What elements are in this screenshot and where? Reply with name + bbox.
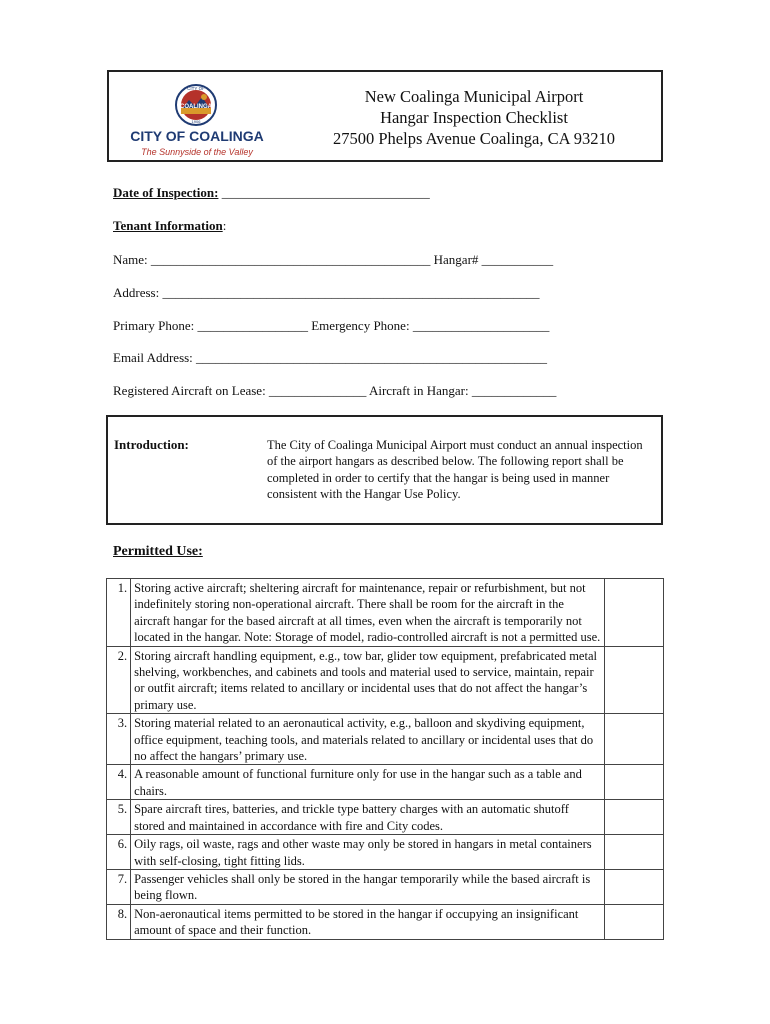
item-number: 2. [107, 646, 131, 714]
address-row[interactable]: Address: __________________________________________________________ [113, 285, 540, 300]
item-text: A reasonable amount of functional furniture only for use in the hangar such as a table and chairs. [131, 765, 605, 800]
introduction-text: The City of Coalinga Municipal Airport must conduct an annual inspection of the airport hangars as described below. The following report shall be completed in order to certify that the hangar is being used in manner consistent with the Hangar Use Policy. [267, 438, 643, 502]
svg-text:CITY OF COALINGA: CITY OF COALINGA [130, 128, 264, 144]
table-row [107, 714, 664, 765]
item-checkbox-cell[interactable] [604, 869, 663, 904]
header-title-line2: Hangar Inspection Checklist [380, 108, 568, 127]
introduction-box [106, 415, 663, 525]
tenant-colon: : [222, 218, 227, 233]
item-text: Spare aircraft tires, batteries, and trickle type battery charges with an automatic shutoff stored and maintained in accordance with fire and City codes. [131, 800, 605, 835]
item-checkbox-cell[interactable] [604, 646, 663, 714]
item-text: Passenger vehicles shall only be stored in the hangar temporarily while the based aircraft is being flown. [131, 869, 605, 904]
city-logo [123, 78, 283, 158]
item-number: 3. [107, 714, 131, 765]
introduction-label: Introduction: [114, 437, 189, 452]
svg-text:COALINGA: COALINGA [180, 104, 212, 110]
item-text: Storing active aircraft; sheltering aircraft for maintenance, repair or refurbishment, but not indefinitely storing non-operational aircraft. There shall be room for the aircraft in the aircraft hangar for the based aircraft at all times, even when the aircraft is temporarily not located in the hangar. Note: Storage of model, radio-controlled aircraft is not a permitted use. [131, 579, 605, 647]
header-title-line1: New Coalinga Municipal Airport [364, 87, 584, 106]
item-checkbox-cell[interactable] [604, 579, 663, 647]
table-row [107, 869, 664, 904]
item-number: 6. [107, 835, 131, 870]
permitted-use-title: Permitted Use: [113, 544, 203, 559]
table-row [107, 904, 664, 939]
tenant-information-heading [113, 218, 226, 234]
table-row [107, 579, 664, 647]
phone-row[interactable]: Primary Phone: _________________ Emergency Phone: _____________________ [113, 318, 550, 333]
item-checkbox-cell[interactable] [604, 714, 663, 765]
item-checkbox-cell[interactable] [604, 904, 663, 939]
tenant-label: Tenant Information [113, 218, 223, 233]
header-title-block [309, 86, 639, 149]
item-text: Storing aircraft handling equipment, e.g., tow bar, glider tow equipment, prefabricated metal shelving, workbenches, and cabinets and tools and material used to service, maintain, repair or outfit aircraft; items related to ancillary or incidental uses that do not affect the hangar’s primary use. [131, 646, 605, 714]
item-text: Storing material related to an aeronautical activity, e.g., balloon and skydiving equipment, office equipment, teaching tools, and materials related to ancillary or incidental uses that do no affect the hangars’ primary use. [131, 714, 605, 765]
item-checkbox-cell[interactable] [604, 835, 663, 870]
header-title-line3: 27500 Phelps Avenue Coalinga, CA 93210 [332, 129, 615, 148]
item-number: 7. [107, 869, 131, 904]
date-of-inspection-row[interactable] [113, 185, 430, 201]
header-box [107, 70, 663, 162]
item-number: 5. [107, 800, 131, 835]
svg-text:CITY OF: CITY OF [187, 86, 205, 91]
name-hangar-row[interactable]: Name: ___________________________________________ Hangar# ___________ [113, 252, 554, 267]
table-row [107, 765, 664, 800]
permitted-use-table [106, 578, 664, 940]
item-checkbox-cell[interactable] [604, 800, 663, 835]
email-row[interactable]: Email Address: ______________________________________________________ [113, 350, 548, 365]
item-text: Oily rags, oil waste, rags and other waste may only be stored in hangars in metal containers with self-closing, tight fitting lids. [131, 835, 605, 870]
table-row [107, 835, 664, 870]
table-row [107, 800, 664, 835]
item-number: 8. [107, 904, 131, 939]
aircraft-row[interactable]: Registered Aircraft on Lease: _______________ Aircraft in Hangar: _____________ [113, 383, 557, 398]
item-checkbox-cell[interactable] [604, 765, 663, 800]
item-number: 1. [107, 579, 131, 647]
svg-text:1906: 1906 [191, 119, 201, 124]
svg-text:The Sunnyside of the Valley: The Sunnyside of the Valley [141, 147, 253, 157]
item-text: Non-aeronautical items permitted to be stored in the hangar if occupying an insignificant amount of space and their function. [131, 904, 605, 939]
table-row [107, 646, 664, 714]
date-blank: ________________________________ [218, 185, 430, 200]
item-number: 4. [107, 765, 131, 800]
date-label: Date of Inspection: [113, 185, 219, 200]
